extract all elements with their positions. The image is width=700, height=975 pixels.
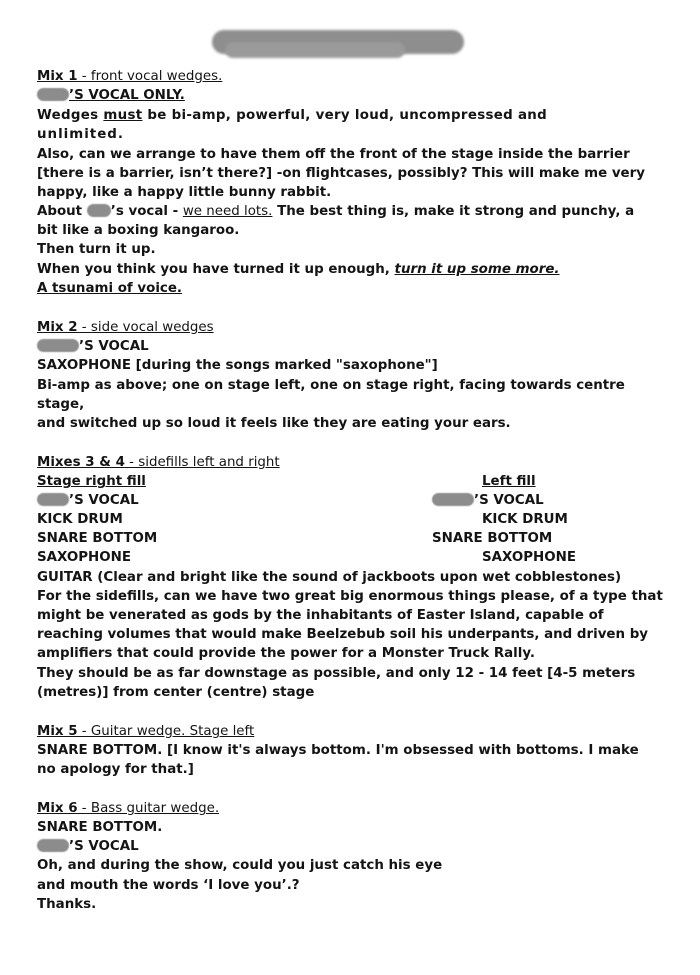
mix1-vocal-only	[37, 86, 185, 105]
mix34-title: Mixes 3 & 4	[37, 455, 125, 470]
mix1-line-6	[37, 202, 634, 221]
mix34-line-1: For the sidefills, can we have two great big enormous things please, of a type that	[37, 589, 663, 604]
mix34-title-rest: - sidefills left and right	[124, 455, 280, 470]
mix5-title: Mix 5	[37, 724, 78, 739]
mix1-line-9a: When you think you have turned it up enough,	[37, 262, 395, 277]
stage-right-item: KICK DRUM	[37, 512, 123, 527]
mix6-line-3: Thanks.	[37, 897, 97, 912]
mix6-snare: SNARE BOTTOM.	[37, 820, 163, 835]
mix34-line-3: reaching volumes that would make Beelzebub soil his underpants, and driven by	[37, 627, 649, 642]
mix6-line-2: and mouth the words ‘I love you’.?	[37, 878, 300, 893]
mix34-line-2: might be venerated as gods by the inhabitants of Easter Island, capable of	[37, 608, 604, 623]
mix6-heading	[37, 799, 219, 818]
mix5-line-2: no apology for that.]	[37, 762, 194, 777]
mix1-line-3: Also, can we arrange to have them off the front of the stage inside the barrier	[37, 147, 630, 162]
mix1-line-4: [there is a barrier, isn’t there?] -on flightcases, possibly? This will make me very	[37, 166, 645, 181]
mix6-vocal	[37, 837, 139, 856]
left-fill-item	[432, 491, 544, 510]
stage-right-item: SAXOPHONE	[37, 550, 131, 565]
left-fill-item: SNARE BOTTOM	[432, 531, 553, 546]
mix2-line-2: stage,	[37, 397, 85, 412]
mix1-line-1b: must	[103, 108, 143, 123]
mix1-line-9b: turn it up some more.	[394, 262, 560, 277]
mix2-title-rest: - side vocal wedges	[77, 320, 214, 335]
mix1-line-1a: Wedges	[37, 108, 104, 123]
redaction-mark	[87, 204, 111, 217]
mix2-line-1: Bi-amp as above; one on stage left, one on stage right, facing towards centre	[37, 378, 625, 393]
mix2-vocal-text: ’S VOCAL	[79, 339, 149, 354]
mix1-line-5: happy, like a happy little bunny rabbit.	[37, 185, 332, 200]
mix1-title-rest: - front vocal wedges.	[77, 69, 223, 84]
redaction-mark	[37, 339, 79, 352]
mix2-vocal	[37, 337, 149, 356]
redaction-mark	[432, 493, 474, 506]
mix6-vocal-text: ’S VOCAL	[69, 839, 139, 854]
mix5-heading	[37, 722, 254, 741]
mix34-line-5: They should be as far downstage as possible, and only 12 - 14 feet [4-5 meters	[37, 666, 636, 681]
left-fill-item-text: ’S VOCAL	[474, 493, 544, 508]
redaction-mark	[37, 88, 69, 101]
mix34-line-6: (metres)] from center (centre) stage	[37, 685, 315, 700]
mix34-line-4: amplifiers that could provide the power for a Monster Truck Rally.	[37, 646, 535, 661]
mix1-line-2: unlimited.	[37, 127, 124, 142]
stage-right-heading: Stage right fill	[37, 474, 146, 489]
mix5-title-rest: - Guitar wedge. Stage left	[77, 724, 255, 739]
mix1-title: Mix 1	[37, 69, 78, 84]
redaction-mark	[37, 839, 69, 852]
mix1-line-10: A tsunami of voice.	[37, 281, 183, 296]
mix34-guitar-note: (Clear and bright like the sound of jackboots upon wet cobblestones)	[92, 570, 622, 585]
mix1-line-1c: be bi-amp, powerful, very loud, uncompressed and	[142, 108, 548, 123]
mix34-guitar-label: GUITAR	[37, 570, 93, 585]
mix1-vocal-only-text: ’S VOCAL ONLY.	[69, 88, 185, 103]
mix1-line-6c: we need lots.	[182, 204, 273, 219]
stage-right-item-text: ’S VOCAL	[69, 493, 139, 508]
mix34-guitar	[37, 568, 621, 587]
mix1-line-6b: ’s vocal -	[110, 204, 183, 219]
mix1-line-9	[37, 260, 560, 279]
mix2-sax: SAXOPHONE [during the songs marked "saxophone"]	[37, 358, 438, 373]
stage-right-item	[37, 491, 139, 510]
redacted-header-shadow	[225, 42, 405, 58]
mix2-title: Mix 2	[37, 320, 78, 335]
mix1-line-7: bit like a boxing kangaroo.	[37, 223, 240, 238]
mix5-line-1: SNARE BOTTOM. [I know it's always bottom. I'm obsessed with bottoms. I make	[37, 743, 639, 758]
left-fill-heading: Left fill	[482, 474, 536, 489]
mix1-heading	[37, 67, 222, 86]
mix1-line-6a: About	[37, 204, 87, 219]
mix1-line-1	[37, 106, 547, 125]
mix6-title: Mix 6	[37, 801, 78, 816]
mix1-line-8: Then turn it up.	[37, 242, 156, 257]
left-fill-item: KICK DRUM	[482, 512, 568, 527]
stage-right-item: SNARE BOTTOM	[37, 531, 158, 546]
mix2-line-3: and switched up so loud it feels like they are eating your ears.	[37, 416, 511, 431]
mix1-line-6d: The best thing is, make it strong and punchy, a	[272, 204, 635, 219]
left-fill-item: SAXOPHONE	[482, 550, 576, 565]
mix6-line-1: Oh, and during the show, could you just catch his eye	[37, 858, 443, 873]
mix34-heading	[37, 453, 280, 472]
mix2-heading	[37, 318, 214, 337]
redaction-mark	[37, 493, 69, 506]
mix6-title-rest: - Bass guitar wedge.	[77, 801, 220, 816]
